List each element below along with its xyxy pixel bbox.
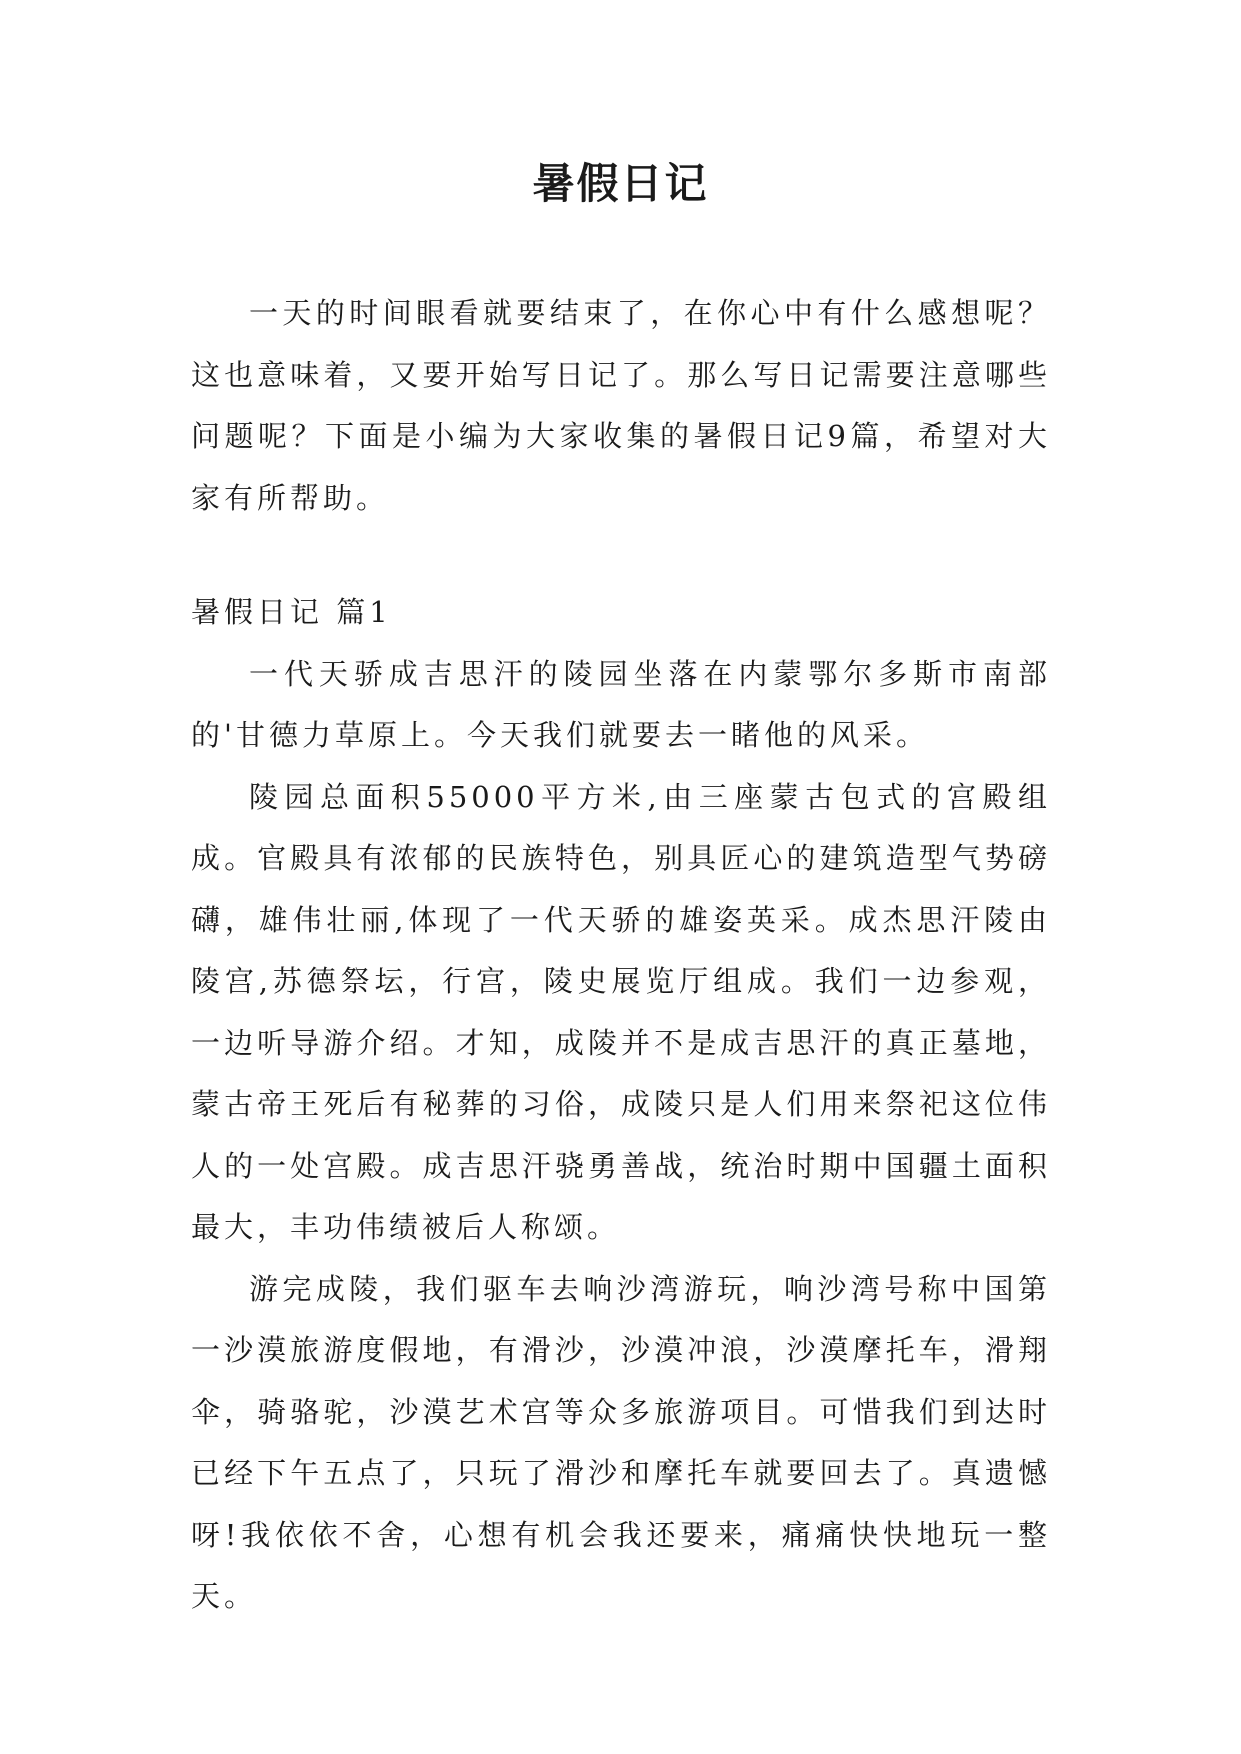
section-paragraph: 陵园总面积55000平方米,由三座蒙古包式的宫殿组成。官殿具有浓郁的民族特色，别具匠心的建筑造型气势磅礴，雄伟壮丽,体现了一代天骄的雄姿英采。成杰思汗陵由陵宫,苏德祭坛，行宫，陵史展览厅组成。我们一边参观，一边听导游介绍。才知，成陵并不是成吉思汗的真正墓地，蒙古帝王死后有秘葬的习俗，成陵只是人们用来祭祀这位伟人的一处宫殿。成吉思汗骁勇善战，统治时期中国疆土面积最大，丰功伟绩被后人称颂。 <box>191 779 1051 1244</box>
section-heading: 暑假日记 篇1 <box>191 595 392 629</box>
document-title: 暑假日记 <box>532 159 709 208</box>
section-paragraph: 一代天骄成吉思汗的陵园坐落在内蒙鄂尔多斯市南部的'甘德力草原上。今天我们就要去一睹他的风采。 <box>191 656 1051 752</box>
intro-block <box>191 283 1051 529</box>
intro-paragraph: 一天的时间眼看就要结束了，在你心中有什么感想呢？这也意味着，又要开始写日记了。那么写日记需要注意哪些问题呢？下面是小编为大家收集的暑假日记9篇，希望对大家有所帮助。 <box>191 296 1051 515</box>
section-paragraph: 游完成陵，我们驱车去响沙湾游玩，响沙湾号称中国第一沙漠旅游度假地，有滑沙，沙漠冲浪，沙漠摩托车，滑翔伞，骑骆驼，沙漠艺术宫等众多旅游项目。可惜我们到达时已经下午五点了，只玩了滑沙和摩托车就要回去了。真遗憾呀!我依依不舍，心想有机会我还要来，痛痛快快地玩一整天。 <box>191 1271 1051 1613</box>
diary-section-1 <box>191 582 1051 1628</box>
